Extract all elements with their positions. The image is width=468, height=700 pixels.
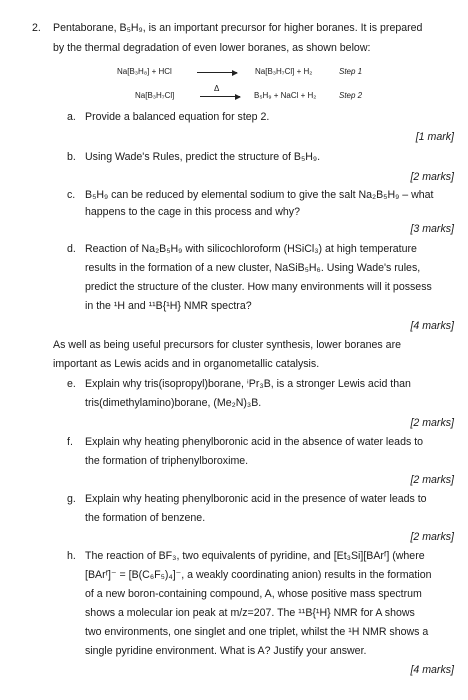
part-text: two environments, one singlet and one triplet, whilst the ¹H NMR shows a: [85, 626, 429, 638]
part-letter: e.: [67, 378, 76, 390]
part-text: tris(dimethylamino)borane, (Me₂N)₃B.: [85, 397, 262, 409]
part-text: Explain why heating phenylboronic acid in the presence of water leads to: [85, 493, 427, 505]
step2-products: B₅H₉ + NaCl + H₂: [254, 91, 317, 100]
step2-reactants: Na[B₃H₇Cl]: [135, 91, 175, 100]
marks: [2 marks]: [410, 171, 454, 183]
part-letter: f.: [67, 436, 73, 448]
step2-condition: Δ: [214, 84, 220, 93]
step2-label: Step 2: [339, 91, 363, 100]
step1-reactants: Na[B₃H₈] + HCl: [117, 67, 172, 76]
middle-line-2: important as Lewis acids and in organometallic catalysis.: [53, 358, 320, 370]
part-text: the formation of triphenylboroxime.: [85, 455, 249, 467]
part-text: in the ¹H and ¹¹B{¹H} NMR spectra?: [85, 300, 252, 312]
marks: [2 marks]: [410, 474, 454, 486]
middle-line-1: As well as being useful precursors for cluster synthesis, lower boranes are: [53, 339, 401, 351]
marks: [4 marks]: [410, 664, 454, 676]
step1-arrow: [197, 72, 237, 73]
intro-line-1: Pentaborane, B₅H₉, is an important precursor for higher boranes. It is prepared: [53, 22, 423, 34]
part-text: of a new boron-containing compound, A, whose positive mass spectrum: [85, 588, 422, 600]
part-letter: d.: [67, 243, 76, 255]
part-text: [BArᶠ]⁻ = [B(C₆F₅)₄]⁻, a weakly coordinating anion) results in the formation: [85, 569, 432, 581]
part-text: Explain why heating phenylboronic acid in the absence of water leads to: [85, 436, 424, 448]
part-text: The reaction of BF₃, two equivalents of pyridine, and [Et₃Si][BArᶠ] (where: [85, 550, 425, 562]
marks: [3 marks]: [410, 223, 454, 235]
part-letter: b.: [67, 151, 76, 163]
marks: [4 marks]: [410, 320, 454, 332]
step2-arrow: [200, 96, 240, 97]
part-letter: g.: [67, 493, 76, 505]
part-text: B₅H₉ can be reduced by elemental sodium to give the salt Na₂B₅H₉ – what: [85, 189, 434, 201]
part-text: shows a molecular ion peak at m/z=207. The ¹¹B{¹H} NMR for A shows: [85, 607, 415, 619]
part-letter: a.: [67, 111, 76, 123]
part-text: Explain why tris(isopropyl)borane, ⁱPr₃B, is a stronger Lewis acid than: [85, 378, 411, 390]
part-letter: h.: [67, 550, 76, 562]
part-text: happens to the cage in this process and why?: [85, 206, 300, 218]
part-text: Provide a balanced equation for step 2.: [85, 111, 270, 123]
part-text: single pyridine environment. What is A? Justify your answer.: [85, 645, 367, 657]
step1-label: Step 1: [339, 67, 363, 76]
marks: [2 marks]: [410, 417, 454, 429]
part-text: Reaction of Na₂B₅H₉ with silicochloroform (HSiCl₃) at high temperature: [85, 243, 417, 255]
part-text: Using Wade's Rules, predict the structure of B₅H₉.: [85, 151, 321, 163]
intro-line-2: by the thermal degradation of even lower boranes, as shown below:: [53, 42, 371, 54]
part-text: results in the formation of a new cluster, NaSiB₅H₆. Using Wade's rules,: [85, 262, 421, 274]
step1-products: Na[B₃H₇Cl] + H₂: [255, 67, 313, 76]
marks: [1 mark]: [415, 131, 454, 143]
marks: [2 marks]: [410, 531, 454, 543]
part-text: predict the structure of the cluster. How many environments will it possess: [85, 281, 432, 293]
part-text: the formation of benzene.: [85, 512, 206, 524]
question-number: 2.: [32, 22, 41, 34]
part-letter: c.: [67, 189, 76, 201]
